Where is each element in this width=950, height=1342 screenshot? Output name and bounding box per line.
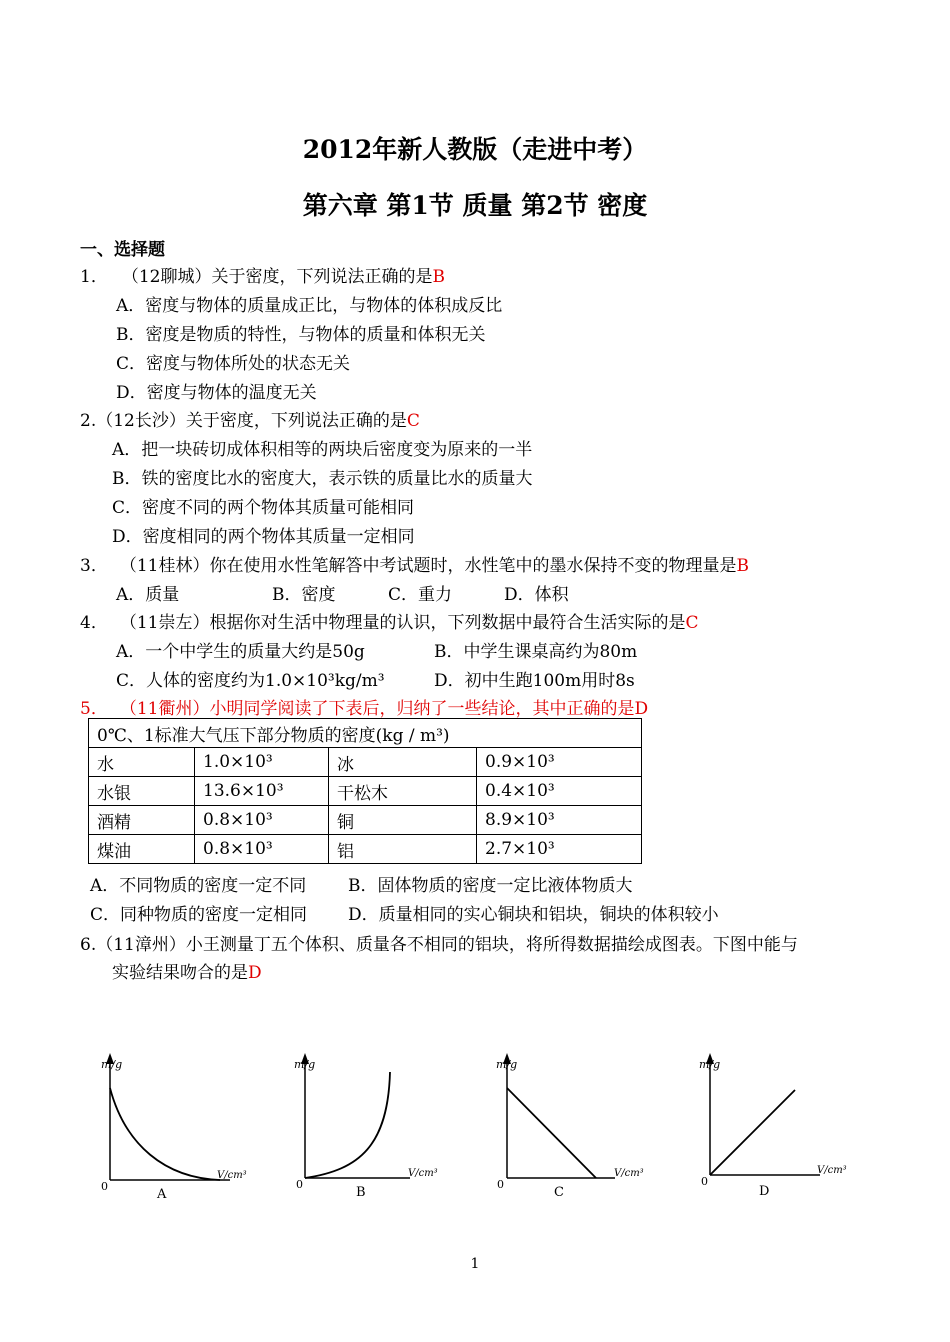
answer-mark: B	[736, 556, 749, 576]
density-cell: 13.6×10³	[195, 777, 329, 806]
option: B．密度是物质的特性，与物体的质量和体积无关	[116, 325, 486, 345]
substance-cell: 铝	[329, 835, 477, 864]
question-6-line2	[112, 958, 262, 983]
answer-mark: D	[634, 699, 649, 719]
y-axis-label: m/g	[101, 1058, 123, 1071]
table-row	[89, 777, 642, 806]
graph-b	[290, 1050, 470, 1205]
answer-mark: C	[406, 411, 420, 431]
answer-mark: D	[248, 963, 262, 983]
x-axis-label: V/cm³	[614, 1168, 644, 1179]
section-heading: 一、选择题	[80, 240, 165, 260]
option: D．初中生跑100m用时8s	[434, 671, 635, 691]
graph-c	[490, 1050, 670, 1205]
origin-label: 0	[296, 1178, 303, 1191]
option: C．重力	[388, 585, 453, 605]
option: B．中学生课桌高约为80m	[434, 642, 638, 662]
option: C．密度与物体所处的状态无关	[116, 354, 351, 374]
option: C．人体的密度约为1.0×10³kg/m³	[116, 671, 385, 691]
substance-cell: 冰	[329, 748, 477, 777]
substance-cell: 煤油	[89, 835, 195, 864]
density-cell: 2.7×10³	[477, 835, 642, 864]
answer-mark: B	[432, 267, 445, 287]
option: B．密度	[272, 585, 336, 605]
question-stem: 实验结果吻合的是	[112, 963, 248, 983]
table-caption-row	[89, 719, 642, 748]
y-axis-label: m/g	[699, 1058, 721, 1071]
question-6	[80, 930, 798, 955]
option: D．密度与物体的温度无关	[116, 383, 317, 403]
table-row	[89, 748, 642, 777]
question-stem: （11漳州）小王测量丁五个体积、质量各不相同的铝块，将所得数据描绘成图表。下图中能与	[96, 935, 798, 955]
density-cell: 0.4×10³	[477, 777, 642, 806]
graph-a	[95, 1050, 275, 1205]
question-number: 1．	[80, 267, 108, 287]
option: D．密度相同的两个物体其质量一定相同	[112, 527, 415, 547]
option: B．固体物质的密度一定比液体物质大	[348, 876, 633, 896]
document-title: 2012年新人教版（走进中考）	[302, 135, 648, 164]
density-cell: 0.9×10³	[477, 748, 642, 777]
x-axis-label: V/cm³	[217, 1170, 247, 1181]
substance-cell: 干松木	[329, 777, 477, 806]
y-axis-label: m/g	[294, 1058, 316, 1071]
option: A．质量	[116, 585, 180, 605]
origin-label: 0	[101, 1180, 108, 1193]
option: C．同种物质的密度一定相同	[90, 905, 308, 925]
question-stem: （12长沙）关于密度，下列说法正确的是	[96, 411, 407, 431]
page-number: 1	[470, 1256, 480, 1272]
question-number: 6.	[80, 935, 97, 955]
table-row	[89, 835, 642, 864]
question-number: 5．	[80, 699, 108, 719]
option: D．质量相同的实心铜块和铝块，铜块的体积较小	[348, 905, 719, 925]
y-axis-label: m/g	[496, 1058, 518, 1071]
line-increasing	[710, 1090, 795, 1175]
option: D．体积	[504, 585, 569, 605]
graph-label: D	[759, 1184, 770, 1199]
substance-cell: 水银	[89, 777, 195, 806]
question-4	[80, 608, 698, 633]
option: A．一个中学生的质量大约是50g	[116, 642, 365, 662]
density-cell: 0.8×10³	[195, 806, 329, 835]
option: A．不同物质的密度一定不同	[90, 876, 307, 896]
question-stem: （11崇左）根据你对生活中物理量的认识，下列数据中最符合生活实际的是	[119, 613, 686, 633]
origin-label: 0	[497, 1178, 504, 1191]
graph-label: B	[356, 1185, 366, 1200]
x-axis-label: V/cm³	[817, 1165, 847, 1176]
option: A．密度与物体的质量成正比，与物体的体积成反比	[116, 296, 503, 316]
question-1	[80, 262, 445, 287]
table-caption: 0℃、1标准大气压下部分物质的密度(kg / m³)	[89, 719, 642, 748]
question-number: 4．	[80, 613, 108, 633]
question-number: 2.	[80, 411, 97, 431]
document-subtitle: 第六章 第1节 质量 第2节 密度	[302, 191, 648, 220]
density-table	[88, 718, 642, 864]
option: B．铁的密度比水的密度大，表示铁的质量比水的质量大	[112, 469, 533, 489]
substance-cell: 水	[89, 748, 195, 777]
curve-decreasing	[110, 1088, 220, 1180]
question-number: 3．	[80, 556, 108, 576]
line-decreasing	[507, 1088, 596, 1178]
density-cell: 1.0×10³	[195, 748, 329, 777]
substance-cell: 酒精	[89, 806, 195, 835]
question-stem: （11桂林）你在使用水性笔解答中考试题时，水性笔中的墨水保持不变的物理量是	[119, 556, 737, 576]
question-5	[80, 694, 648, 719]
graph-d	[695, 1050, 875, 1205]
x-axis-label: V/cm³	[408, 1168, 438, 1179]
question-3	[80, 551, 749, 576]
substance-cell: 铜	[329, 806, 477, 835]
table-row	[89, 806, 642, 835]
curve-increasing	[305, 1072, 390, 1178]
question-stem: （11衢州）小明同学阅读了下表后，归纳了一些结论，其中正确的是	[119, 699, 635, 719]
graph-label: A	[157, 1187, 167, 1202]
answer-mark: C	[685, 613, 699, 633]
question-stem: （12聊城）关于密度，下列说法正确的是	[121, 267, 433, 287]
density-cell: 0.8×10³	[195, 835, 329, 864]
option: A．把一块砖切成体积相等的两块后密度变为原来的一半	[112, 440, 533, 460]
question-2	[80, 406, 420, 431]
graph-label: C	[554, 1185, 564, 1200]
option: C．密度不同的两个物体其质量可能相同	[112, 498, 415, 518]
origin-label: 0	[701, 1175, 708, 1188]
density-cell: 8.9×10³	[477, 806, 642, 835]
